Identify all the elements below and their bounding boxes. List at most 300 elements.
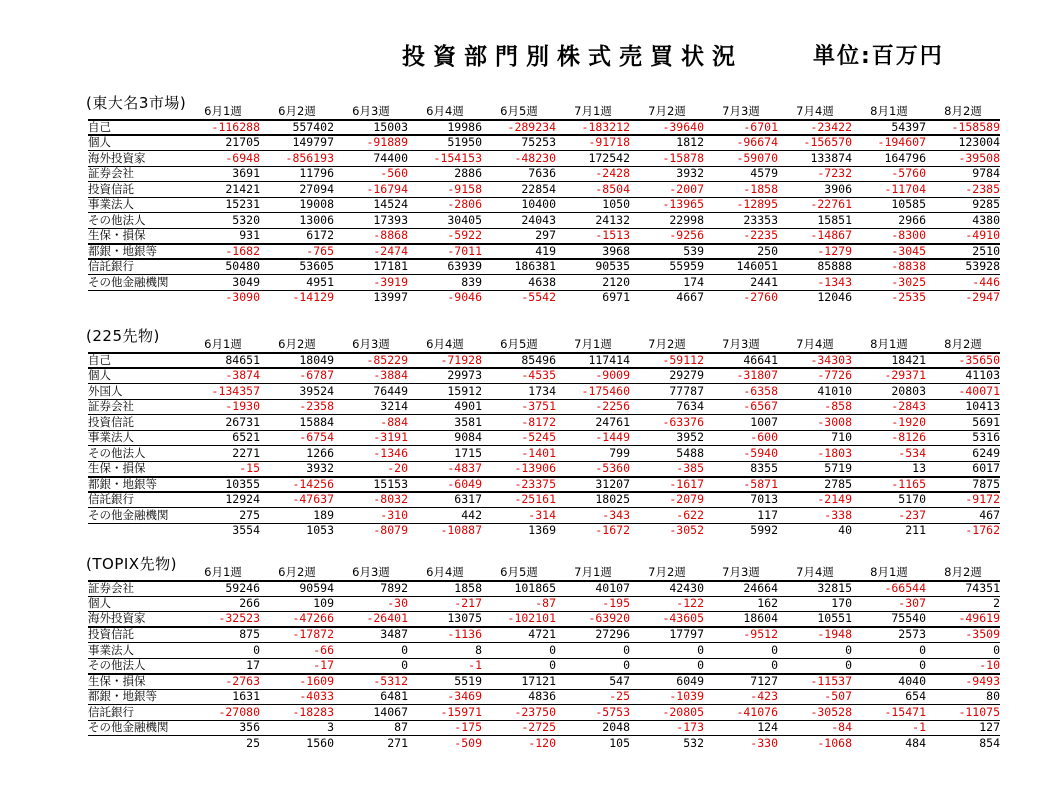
value-cell: 539 xyxy=(630,244,704,260)
value-cell: 0 xyxy=(482,658,556,674)
table-row xyxy=(88,151,1000,167)
value-cell: 5488 xyxy=(630,446,704,462)
value-cell: -5312 xyxy=(334,674,408,690)
table-row xyxy=(88,477,1000,493)
value-cell: 0 xyxy=(852,643,926,659)
value-cell: 15851 xyxy=(778,213,852,229)
table-row xyxy=(88,259,1000,275)
value-cell: 41103 xyxy=(926,368,1000,384)
value-cell: 21421 xyxy=(186,182,260,198)
total-value-cell: -330 xyxy=(750,735,778,750)
value-cell: 59246 xyxy=(186,581,260,597)
value-cell: -47266 xyxy=(260,612,334,628)
value-cell: -17 xyxy=(260,658,334,674)
total-row xyxy=(88,736,1000,752)
header-corner-cell xyxy=(88,337,186,353)
value-cell: -1136 xyxy=(408,627,482,643)
value-cell: -5940 xyxy=(704,446,778,462)
value-cell: -116288 xyxy=(186,120,260,136)
value-cell: 15884 xyxy=(260,415,334,431)
value-cell: 9084 xyxy=(408,430,482,446)
value-cell: -3874 xyxy=(186,368,260,384)
value-cell: -59070 xyxy=(704,151,778,167)
value-cell: 101865 xyxy=(482,581,556,597)
row-label: 都銀・地銀等 xyxy=(88,477,186,493)
value-cell: 29973 xyxy=(408,368,482,384)
value-cell: 2510 xyxy=(926,244,1000,260)
value-cell: -194607 xyxy=(852,135,926,151)
value-cell: -6358 xyxy=(704,384,778,400)
column-header-week: 7月3週 xyxy=(704,565,778,581)
value-cell: -622 xyxy=(630,508,704,524)
value-cell: 46641 xyxy=(704,353,778,369)
table-row xyxy=(88,275,1000,291)
value-cell: 5316 xyxy=(926,430,1000,446)
value-cell: -15471 xyxy=(852,705,926,721)
row-label: 個人 xyxy=(88,596,186,612)
value-cell: 3691 xyxy=(186,166,260,182)
total-value-cell: 40 xyxy=(838,523,852,538)
total-value-cell: 3554 xyxy=(232,523,260,538)
table-row xyxy=(88,166,1000,182)
row-label: 海外投資家 xyxy=(88,612,186,628)
value-cell: -26401 xyxy=(334,612,408,628)
value-cell: 24761 xyxy=(556,415,630,431)
value-cell: 9285 xyxy=(926,197,1000,213)
table-row xyxy=(88,353,1000,369)
value-cell: 250 xyxy=(704,244,778,260)
row-label: 信託銀行 xyxy=(88,259,186,275)
table-row xyxy=(88,705,1000,721)
total-value-cell: -2760 xyxy=(743,290,778,305)
value-cell: 24132 xyxy=(556,213,630,229)
value-cell: 26731 xyxy=(186,415,260,431)
row-label: 証券会社 xyxy=(88,399,186,415)
total-value-cell: 5992 xyxy=(750,523,778,538)
row-label: 事業法人 xyxy=(88,643,186,659)
value-cell: 0 xyxy=(630,658,704,674)
row-label: 証券会社 xyxy=(88,166,186,182)
value-cell: -3025 xyxy=(852,275,926,291)
table-row xyxy=(88,689,1000,705)
value-cell: 75540 xyxy=(852,612,926,628)
value-cell: 10551 xyxy=(778,612,852,628)
value-cell: -96674 xyxy=(704,135,778,151)
value-cell: -534 xyxy=(852,446,926,462)
value-cell: 0 xyxy=(556,658,630,674)
column-header-week: 6月3週 xyxy=(334,104,408,120)
value-cell: 2 xyxy=(926,596,1000,612)
row-label: 投資信託 xyxy=(88,182,186,198)
value-cell: -884 xyxy=(334,415,408,431)
value-cell: 124 xyxy=(704,720,778,736)
value-cell: -858 xyxy=(778,399,852,415)
value-cell: -22761 xyxy=(778,197,852,213)
value-cell: 4901 xyxy=(408,399,482,415)
column-header-week: 8月2週 xyxy=(926,104,1000,120)
table-row xyxy=(88,492,1000,508)
row-label: 生保・損保 xyxy=(88,674,186,690)
row-label: 証券会社 xyxy=(88,581,186,597)
value-cell: 0 xyxy=(926,643,1000,659)
value-cell: -8504 xyxy=(556,182,630,198)
value-cell: -9158 xyxy=(408,182,482,198)
total-value-cell: -3090 xyxy=(225,290,260,305)
value-cell: -156570 xyxy=(778,135,852,151)
value-cell: -1165 xyxy=(852,477,926,493)
value-cell: 547 xyxy=(556,674,630,690)
table-row xyxy=(88,120,1000,136)
header-corner-cell xyxy=(88,565,186,581)
table-row xyxy=(88,213,1000,229)
total-value-cell: 105 xyxy=(609,735,630,750)
value-cell: 164796 xyxy=(852,151,926,167)
value-cell: -507 xyxy=(778,689,852,705)
value-cell: 18604 xyxy=(704,612,778,628)
value-cell: -23422 xyxy=(778,120,852,136)
row-label: その他金融機関 xyxy=(88,720,186,736)
value-cell: 5691 xyxy=(926,415,1000,431)
total-row xyxy=(88,290,1000,306)
row-label: 外国人 xyxy=(88,384,186,400)
value-cell: 74400 xyxy=(334,151,408,167)
value-cell: 85496 xyxy=(482,353,556,369)
row-label: 事業法人 xyxy=(88,197,186,213)
value-cell: -1930 xyxy=(186,399,260,415)
row-label: 個人 xyxy=(88,135,186,151)
value-cell: -2428 xyxy=(556,166,630,182)
value-cell: 55959 xyxy=(630,259,704,275)
value-cell: -11704 xyxy=(852,182,926,198)
total-value-cell: 1369 xyxy=(528,523,556,538)
value-cell: -3045 xyxy=(852,244,926,260)
value-cell: -1682 xyxy=(186,244,260,260)
value-cell: 3487 xyxy=(334,627,408,643)
total-row-label xyxy=(88,523,186,539)
value-cell: 3932 xyxy=(630,166,704,182)
value-cell: 149797 xyxy=(260,135,334,151)
value-cell: -4910 xyxy=(926,228,1000,244)
value-cell: 14524 xyxy=(334,197,408,213)
table-row xyxy=(88,581,1000,597)
total-value-cell: -1762 xyxy=(965,523,1000,538)
total-value-cell: 271 xyxy=(387,735,408,750)
column-header-week: 7月1週 xyxy=(556,337,630,353)
value-cell: -71928 xyxy=(408,353,482,369)
value-cell: -11537 xyxy=(778,674,852,690)
value-cell: -1513 xyxy=(556,228,630,244)
value-cell: 875 xyxy=(186,627,260,643)
value-cell: 18421 xyxy=(852,353,926,369)
value-cell: 84651 xyxy=(186,353,260,369)
value-cell: 53928 xyxy=(926,259,1000,275)
value-cell: -9493 xyxy=(926,674,1000,690)
value-cell: 41010 xyxy=(778,384,852,400)
value-cell: 4579 xyxy=(704,166,778,182)
column-header-week: 6月4週 xyxy=(408,104,482,120)
row-label: その他法人 xyxy=(88,446,186,462)
value-cell: -47637 xyxy=(260,492,334,508)
value-cell: -195 xyxy=(556,596,630,612)
row-label: 自己 xyxy=(88,120,186,136)
value-cell: 3968 xyxy=(556,244,630,260)
value-cell: 54397 xyxy=(852,120,926,136)
value-cell: -6787 xyxy=(260,368,334,384)
value-cell: -3884 xyxy=(334,368,408,384)
value-cell: -15 xyxy=(186,461,260,477)
column-header-week: 7月3週 xyxy=(704,337,778,353)
value-cell: -8868 xyxy=(334,228,408,244)
value-cell: 1858 xyxy=(408,581,482,597)
table-row xyxy=(88,182,1000,198)
value-cell: 186381 xyxy=(482,259,556,275)
value-cell: 4951 xyxy=(260,275,334,291)
value-cell: -1 xyxy=(852,720,926,736)
total-value-cell: -509 xyxy=(454,735,482,750)
value-cell: -12895 xyxy=(704,197,778,213)
value-cell: 7875 xyxy=(926,477,1000,493)
value-cell: 2785 xyxy=(778,477,852,493)
value-cell: -183212 xyxy=(556,120,630,136)
column-header-week: 7月2週 xyxy=(630,565,704,581)
value-cell: 3 xyxy=(260,720,334,736)
value-cell: -310 xyxy=(334,508,408,524)
value-cell: -25161 xyxy=(482,492,556,508)
value-cell: -856193 xyxy=(260,151,334,167)
value-cell: -5922 xyxy=(408,228,482,244)
value-cell: 10400 xyxy=(482,197,556,213)
header-row xyxy=(88,104,1000,120)
value-cell: 27094 xyxy=(260,182,334,198)
value-cell: -31807 xyxy=(704,368,778,384)
value-cell: -4837 xyxy=(408,461,482,477)
value-cell: 75253 xyxy=(482,135,556,151)
value-cell: 18049 xyxy=(260,353,334,369)
value-cell: 1734 xyxy=(482,384,556,400)
value-cell: 0 xyxy=(704,643,778,659)
value-cell: 0 xyxy=(556,643,630,659)
value-cell: 4638 xyxy=(482,275,556,291)
value-cell: 419 xyxy=(482,244,556,260)
value-cell: 162 xyxy=(704,596,778,612)
value-cell: -1617 xyxy=(630,477,704,493)
row-label: 都銀・地銀等 xyxy=(88,244,186,260)
value-cell: -3469 xyxy=(408,689,482,705)
value-cell: -6567 xyxy=(704,399,778,415)
value-cell: -8172 xyxy=(482,415,556,431)
value-cell: -173 xyxy=(630,720,704,736)
value-cell: -6701 xyxy=(704,120,778,136)
value-cell: -175460 xyxy=(556,384,630,400)
value-cell: 22998 xyxy=(630,213,704,229)
value-cell: 5170 xyxy=(852,492,926,508)
value-cell: -9512 xyxy=(704,627,778,643)
value-cell: -2256 xyxy=(556,399,630,415)
value-cell: 20803 xyxy=(852,384,926,400)
value-cell: 12924 xyxy=(186,492,260,508)
value-cell: 4380 xyxy=(926,213,1000,229)
value-cell: -8300 xyxy=(852,228,926,244)
value-cell: -40071 xyxy=(926,384,1000,400)
value-cell: 356 xyxy=(186,720,260,736)
table-row xyxy=(88,415,1000,431)
value-cell: 6017 xyxy=(926,461,1000,477)
value-cell: 931 xyxy=(186,228,260,244)
total-value-cell: -10887 xyxy=(440,523,482,538)
total-value-cell: 4667 xyxy=(676,290,704,305)
section-label-topix-futures: (TOPIX先物) xyxy=(86,555,177,573)
value-cell: 799 xyxy=(556,446,630,462)
value-cell: 85888 xyxy=(778,259,852,275)
row-label: 海外投資家 xyxy=(88,151,186,167)
value-cell: -30528 xyxy=(778,705,852,721)
value-cell: 0 xyxy=(852,658,926,674)
value-cell: 32815 xyxy=(778,581,852,597)
value-cell: 117414 xyxy=(556,353,630,369)
value-cell: 17797 xyxy=(630,627,704,643)
value-cell: 0 xyxy=(630,643,704,659)
value-cell: 7892 xyxy=(334,581,408,597)
value-cell: 24664 xyxy=(704,581,778,597)
value-cell: -20805 xyxy=(630,705,704,721)
total-value-cell: -9046 xyxy=(447,290,482,305)
value-cell: -6948 xyxy=(186,151,260,167)
value-cell: 3214 xyxy=(334,399,408,415)
value-cell: 0 xyxy=(704,658,778,674)
value-cell: 27296 xyxy=(556,627,630,643)
value-cell: -2843 xyxy=(852,399,926,415)
total-value-cell: 484 xyxy=(905,735,926,750)
table-tokyo-osaka-nagoya-markets xyxy=(88,104,1000,306)
value-cell: 24043 xyxy=(482,213,556,229)
value-cell: -385 xyxy=(630,461,704,477)
value-cell: 13 xyxy=(852,461,926,477)
value-cell: 146051 xyxy=(704,259,778,275)
value-cell: -2007 xyxy=(630,182,704,198)
value-cell: -66 xyxy=(260,643,334,659)
page-title: 投資部門別株式売買状況 xyxy=(402,44,743,70)
value-cell: -27080 xyxy=(186,705,260,721)
value-cell: 133874 xyxy=(778,151,852,167)
value-cell: -10 xyxy=(926,658,1000,674)
value-cell: -8838 xyxy=(852,259,926,275)
row-label: 信託銀行 xyxy=(88,492,186,508)
value-cell: -23750 xyxy=(482,705,556,721)
value-cell: 4721 xyxy=(482,627,556,643)
value-cell: 2966 xyxy=(852,213,926,229)
row-label: その他金融機関 xyxy=(88,275,186,291)
value-cell: 654 xyxy=(852,689,926,705)
column-header-week: 7月2週 xyxy=(630,337,704,353)
value-cell: 189 xyxy=(260,508,334,524)
value-cell: -289234 xyxy=(482,120,556,136)
value-cell: 3952 xyxy=(630,430,704,446)
value-cell: 710 xyxy=(778,430,852,446)
value-cell: -1039 xyxy=(630,689,704,705)
value-cell: 63939 xyxy=(408,259,482,275)
section-label-nikkei225-futures: (225先物) xyxy=(86,327,160,345)
value-cell: -25 xyxy=(556,689,630,705)
value-cell: 2271 xyxy=(186,446,260,462)
value-cell: -237 xyxy=(852,508,926,524)
row-label: その他法人 xyxy=(88,213,186,229)
value-cell: 1007 xyxy=(704,415,778,431)
table-nikkei225-futures xyxy=(88,337,1000,539)
value-cell: -1401 xyxy=(482,446,556,462)
value-cell: -5753 xyxy=(556,705,630,721)
value-cell: 6317 xyxy=(408,492,482,508)
column-header-week: 8月1週 xyxy=(852,337,926,353)
value-cell: 3581 xyxy=(408,415,482,431)
value-cell: 442 xyxy=(408,508,482,524)
value-cell: -1948 xyxy=(778,627,852,643)
table-row xyxy=(88,508,1000,524)
value-cell: -66544 xyxy=(852,581,926,597)
value-cell: 2886 xyxy=(408,166,482,182)
header-row xyxy=(88,565,1000,581)
total-value-cell: 6971 xyxy=(602,290,630,305)
value-cell: -59112 xyxy=(630,353,704,369)
value-cell: 0 xyxy=(334,643,408,659)
column-header-week: 7月4週 xyxy=(778,104,852,120)
value-cell: 13006 xyxy=(260,213,334,229)
table-row xyxy=(88,135,1000,151)
value-cell: -15971 xyxy=(408,705,482,721)
column-header-week: 6月3週 xyxy=(334,337,408,353)
value-cell: 39524 xyxy=(260,384,334,400)
value-cell: 6249 xyxy=(926,446,1000,462)
value-cell: -8032 xyxy=(334,492,408,508)
column-header-week: 7月2週 xyxy=(630,104,704,120)
value-cell: 17 xyxy=(186,658,260,674)
value-cell: 87 xyxy=(334,720,408,736)
value-cell: 11796 xyxy=(260,166,334,182)
value-cell: 1715 xyxy=(408,446,482,462)
value-cell: -307 xyxy=(852,596,926,612)
table-row xyxy=(88,627,1000,643)
value-cell: 7634 xyxy=(630,399,704,415)
value-cell: -87 xyxy=(482,596,556,612)
value-cell: 23353 xyxy=(704,213,778,229)
total-value-cell: -3052 xyxy=(669,523,704,538)
table-row xyxy=(88,384,1000,400)
total-row-label xyxy=(88,290,186,306)
value-cell: 30405 xyxy=(408,213,482,229)
value-cell: -158589 xyxy=(926,120,1000,136)
value-cell: 21705 xyxy=(186,135,260,151)
value-cell: -3008 xyxy=(778,415,852,431)
value-cell: 2120 xyxy=(556,275,630,291)
total-value-cell: -5542 xyxy=(521,290,556,305)
row-label: 生保・損保 xyxy=(88,228,186,244)
value-cell: -13965 xyxy=(630,197,704,213)
value-cell: 5719 xyxy=(778,461,852,477)
table-row xyxy=(88,461,1000,477)
value-cell: 8 xyxy=(408,643,482,659)
section-label-tokyo-osaka-nagoya: (東大名3市場) xyxy=(86,94,187,112)
value-cell: -314 xyxy=(482,508,556,524)
value-cell: 40107 xyxy=(556,581,630,597)
row-label: 信託銀行 xyxy=(88,705,186,721)
total-value-cell: -8079 xyxy=(373,523,408,538)
value-cell: 15912 xyxy=(408,384,482,400)
value-cell: -35650 xyxy=(926,353,1000,369)
row-label: その他法人 xyxy=(88,658,186,674)
header-corner-cell xyxy=(88,104,186,120)
table-row xyxy=(88,368,1000,384)
value-cell: -11075 xyxy=(926,705,1000,721)
value-cell: 90535 xyxy=(556,259,630,275)
